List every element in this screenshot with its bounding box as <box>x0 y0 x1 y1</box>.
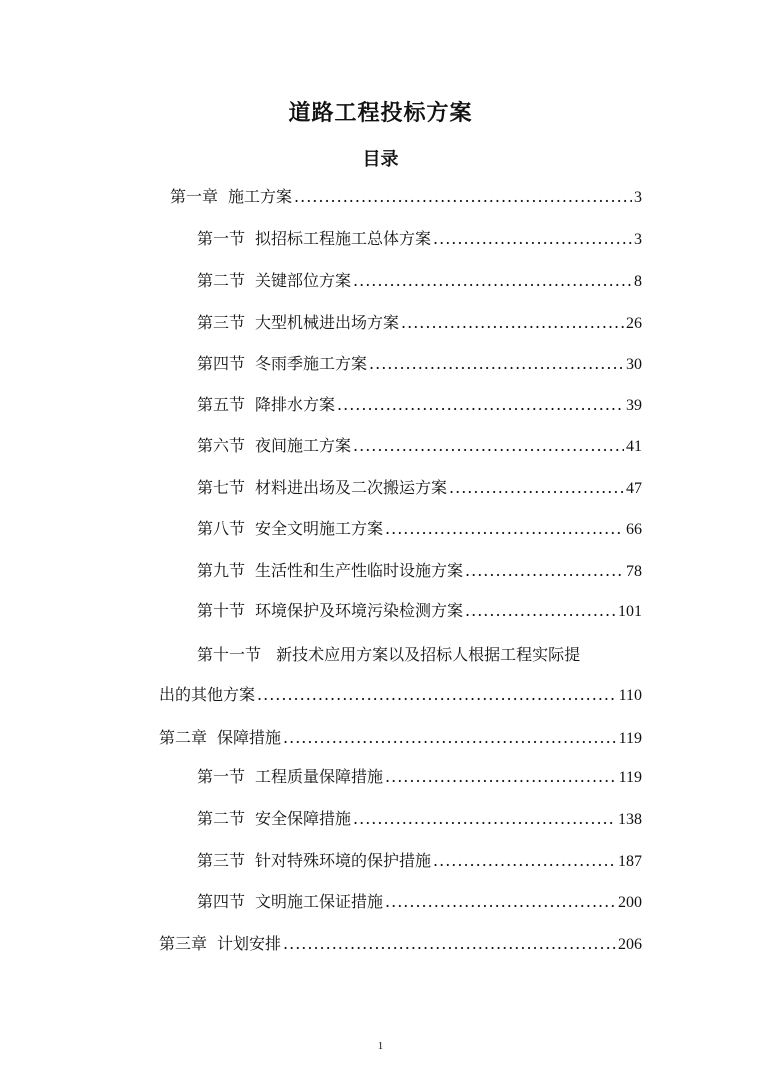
toc-leader-dots <box>433 228 632 250</box>
toc-entry-chapter-1[interactable] <box>170 186 642 209</box>
toc-entry-page: 30 <box>626 356 642 373</box>
toc-entry-section[interactable] <box>197 353 642 376</box>
toc-entry-page: 200 <box>618 894 642 911</box>
toc-entry-label: 施工方案 <box>228 187 293 206</box>
toc-entry-section[interactable] <box>197 435 642 458</box>
toc-entry-number: 第六节 <box>197 436 246 455</box>
toc-entry-label: 出的其他方案 <box>159 685 256 704</box>
toc-entry-number: 第七节 <box>197 478 246 497</box>
toc-entry-label: 拟招标工程施工总体方案 <box>255 229 432 248</box>
toc-entry-page: 206 <box>618 936 642 953</box>
toc-entry-label: 工程质量保障措施 <box>255 767 384 786</box>
toc-entry-page: 110 <box>618 687 642 704</box>
toc-entry-section[interactable] <box>197 600 642 623</box>
toc-leader-dots <box>401 312 624 334</box>
toc-entry-number: 第九节 <box>197 561 246 580</box>
toc-entry-number: 第二节 <box>197 271 246 290</box>
toc-entry-page: 138 <box>618 811 642 828</box>
toc-entry-number: 第五节 <box>197 395 246 414</box>
toc-heading: 目录 <box>362 149 399 170</box>
toc-entry-page: 66 <box>626 521 642 538</box>
toc-entry-page: 41 <box>626 438 642 455</box>
toc-leader-dots <box>283 727 617 749</box>
toc-entry-number: 第一章 <box>170 187 219 206</box>
toc-entry-page: 47 <box>626 480 642 497</box>
toc-entry-label: 保障措施 <box>217 728 282 747</box>
toc-entry-page: 26 <box>626 315 642 332</box>
toc-entry-label: 材料进出场及二次搬运方案 <box>255 478 448 497</box>
toc-entry-section[interactable] <box>197 394 642 417</box>
toc-leader-dots <box>337 394 624 416</box>
toc-leader-dots <box>257 684 617 706</box>
toc-entry-number: 第三节 <box>197 851 246 870</box>
toc-entry-number: 第八节 <box>197 519 246 538</box>
toc-entry-label: 新技术应用方案以及招标人根据工程实际提 <box>276 645 581 664</box>
toc-entry-number: 第三节 <box>197 313 246 332</box>
toc-leader-dots <box>283 933 616 955</box>
toc-entry-label: 针对特殊环境的保护措施 <box>255 851 432 870</box>
toc-entry-number: 第一节 <box>197 767 246 786</box>
toc-leader-dots <box>353 435 624 457</box>
toc-entry-number: 第三章 <box>159 934 208 953</box>
toc-entry-section[interactable] <box>197 808 642 831</box>
toc-entry-section[interactable] <box>197 228 642 251</box>
toc-entry-page: 187 <box>618 853 642 870</box>
toc-entry-page: 8 <box>634 273 642 290</box>
toc-entry-chapter-3[interactable] <box>159 933 642 956</box>
toc-entry-section[interactable] <box>197 270 642 293</box>
toc-entry-section[interactable] <box>197 891 642 914</box>
toc-entry-section[interactable] <box>197 312 642 335</box>
toc-entry-label: 生活性和生产性临时设施方案 <box>255 561 464 580</box>
toc-entry-page: 39 <box>626 397 642 414</box>
toc-entry-label: 夜间施工方案 <box>255 436 352 455</box>
toc-entry-label: 安全文明施工方案 <box>255 519 384 538</box>
toc-entry-page: 101 <box>618 603 642 620</box>
toc-entry-chapter-2[interactable] <box>159 727 642 750</box>
toc-leader-dots <box>433 850 616 872</box>
toc-entry-label: 计划安排 <box>217 934 282 953</box>
toc-entry-page: 3 <box>634 189 642 206</box>
toc-entry-section[interactable] <box>197 518 642 541</box>
toc-entry-section-11-line2[interactable] <box>159 684 642 707</box>
toc-entry-page: 119 <box>618 769 642 786</box>
toc-entry-number: 第十一节 <box>197 645 262 664</box>
toc-entry-number: 第四节 <box>197 892 246 911</box>
toc-entry-label: 文明施工保证措施 <box>255 892 384 911</box>
page-number: 1 <box>377 1040 384 1052</box>
toc-leader-dots <box>353 808 616 830</box>
toc-entry-section-11-line1[interactable] <box>197 644 580 666</box>
toc-leader-dots <box>465 600 616 622</box>
toc-leader-dots <box>353 270 632 292</box>
toc-leader-dots <box>369 353 624 375</box>
toc-entry-label: 大型机械进出场方案 <box>255 313 400 332</box>
toc-entry-number: 第一节 <box>197 229 246 248</box>
toc-leader-dots <box>385 891 616 913</box>
toc-entry-number: 第十节 <box>197 601 246 620</box>
toc-entry-section[interactable] <box>197 766 642 789</box>
document-title: 道路工程投标方案 <box>288 101 473 126</box>
toc-leader-dots <box>294 186 632 208</box>
toc-entry-label: 安全保障措施 <box>255 809 352 828</box>
toc-entry-page: 3 <box>634 231 642 248</box>
toc-entry-section[interactable] <box>197 560 642 583</box>
toc-entry-label: 冬雨季施工方案 <box>255 354 368 373</box>
toc-entry-number: 第四节 <box>197 354 246 373</box>
toc-leader-dots <box>449 477 624 499</box>
toc-entry-section[interactable] <box>197 477 642 500</box>
toc-entry-page: 78 <box>626 563 642 580</box>
toc-entry-section[interactable] <box>197 850 642 873</box>
toc-entry-page: 119 <box>618 730 642 747</box>
toc-entry-label: 关键部位方案 <box>255 271 352 290</box>
toc-leader-dots <box>385 766 617 788</box>
toc-leader-dots <box>465 560 624 582</box>
toc-entry-number: 第二节 <box>197 809 246 828</box>
toc-entry-number: 第二章 <box>159 728 208 747</box>
toc-entry-label: 降排水方案 <box>255 395 336 414</box>
toc-entry-label: 环境保护及环境污染检测方案 <box>255 601 464 620</box>
toc-leader-dots <box>385 518 624 540</box>
